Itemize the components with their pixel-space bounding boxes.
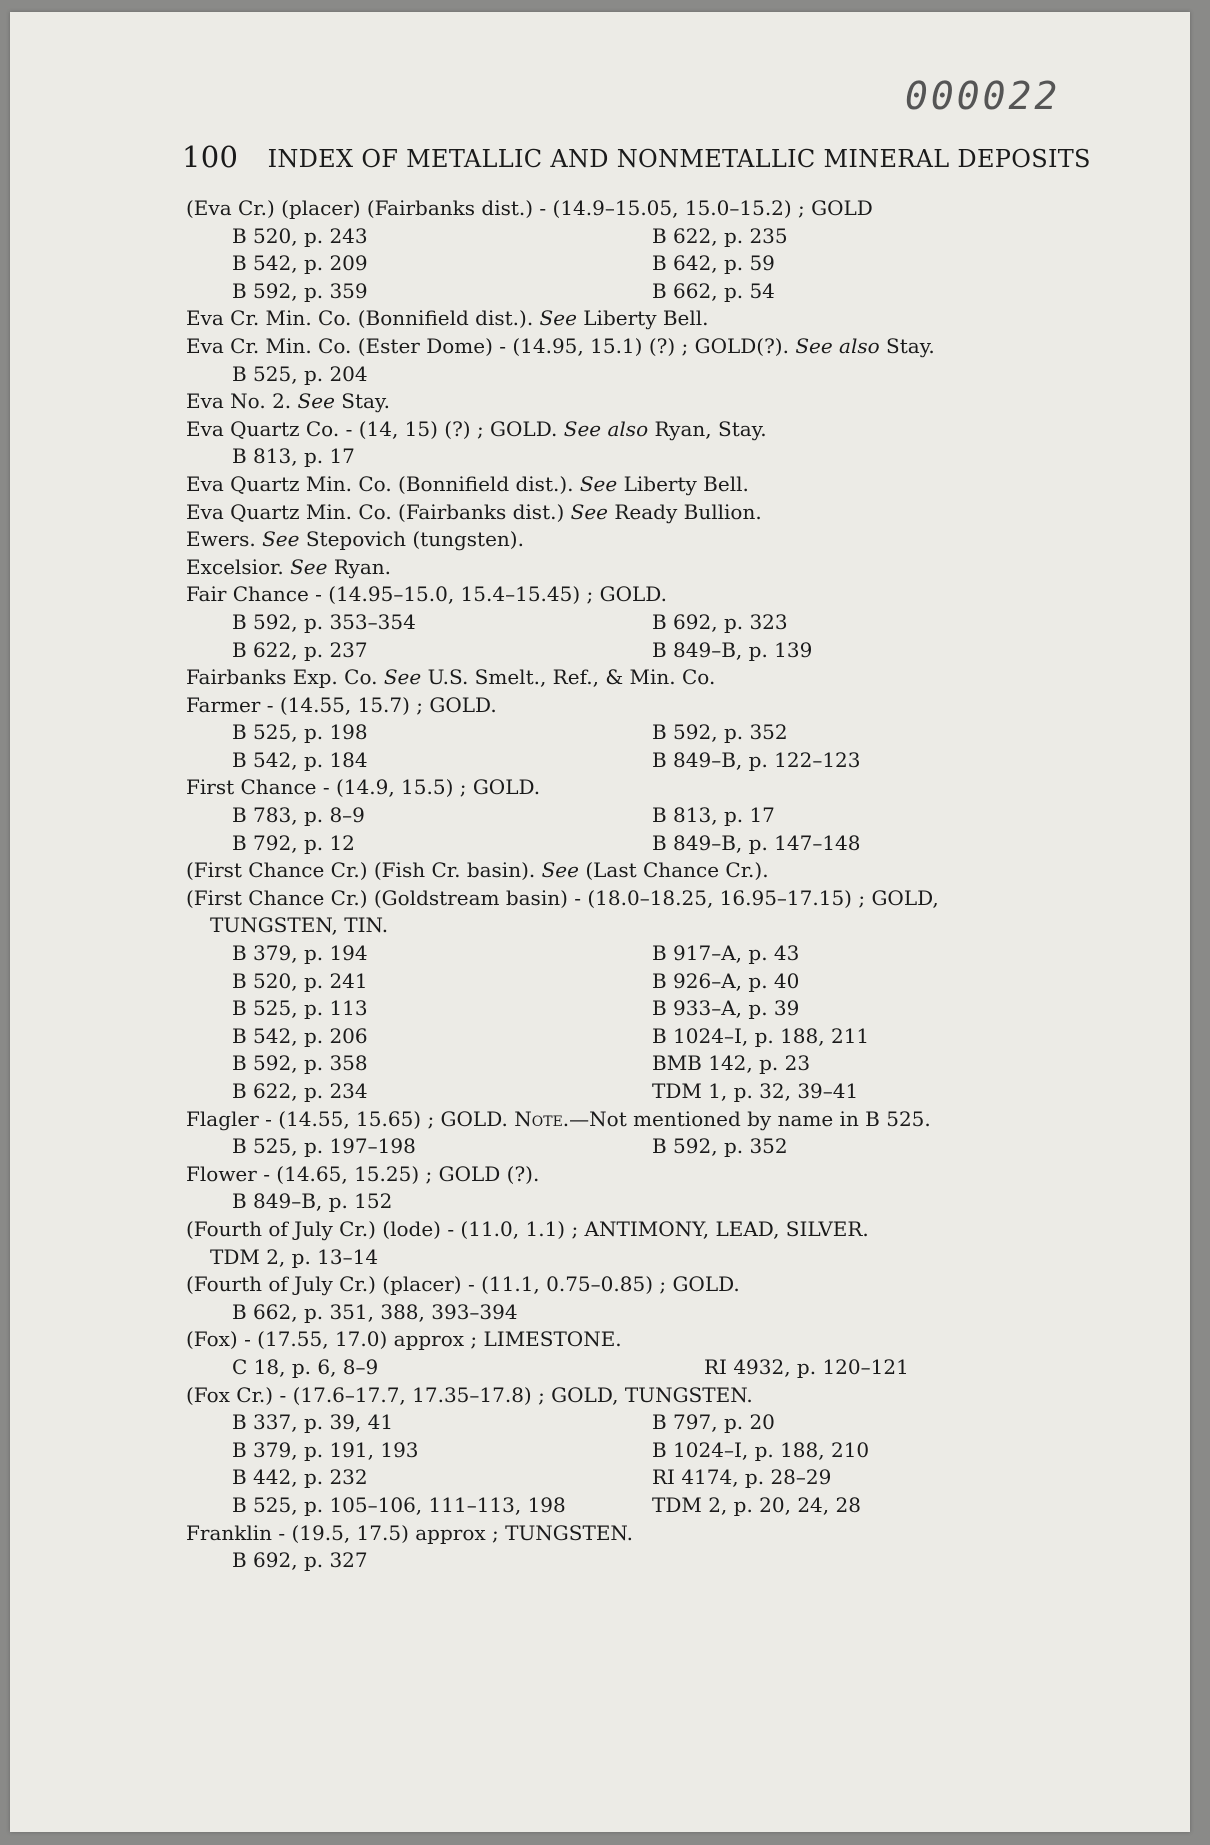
reference-line: B 849–B, p. 152 — [232, 1189, 393, 1214]
reference-right: B 917–A, p. 43 — [652, 941, 800, 966]
index-entry — [186, 857, 1066, 885]
entry-text: Eva Quartz Min. Co. (Bonnifield dist.). — [186, 471, 580, 496]
reference-right: B 849–B, p. 122–123 — [652, 747, 861, 772]
reference-left: B 520, p. 243 — [232, 223, 368, 248]
reference-row — [186, 1023, 1066, 1051]
reference-right: B 592, p. 352 — [652, 720, 788, 745]
reference-row — [186, 1050, 1066, 1078]
cross-reference-label: See — [570, 499, 608, 524]
cross-reference-label: See — [262, 527, 300, 552]
entry-text: Ready Bullion. — [608, 499, 762, 524]
entry-text: Stay. — [334, 389, 390, 414]
reference-row — [186, 278, 1066, 306]
index-entry — [186, 471, 1066, 499]
cross-reference-label: See — [290, 554, 328, 579]
index-entry: (First Chance Cr.) (Goldstream basin) - (18.0–18.25, 16.95–17.15) ; GOLD, — [186, 885, 939, 910]
entry-text: Eva Quartz Min. Co. (Fairbanks dist.) — [186, 499, 571, 524]
entry-text: Flagler - (14.55, 15.65) ; GOLD. — [186, 1106, 515, 1131]
reference-row — [186, 637, 1066, 665]
reference-left: B 592, p. 359 — [232, 278, 368, 303]
reference-right: B 642, p. 59 — [652, 251, 775, 276]
reference-row — [186, 223, 1066, 251]
reference-left: B 783, p. 8–9 — [232, 803, 365, 828]
cross-reference-label: See — [539, 306, 577, 331]
index-entry: (Fourth of July Cr.) (lode) - (11.0, 1.1) ; ANTIMONY, LEAD, SILVER. — [186, 1216, 869, 1241]
index-entry: (Fourth of July Cr.) (placer) - (11.1, 0.75–0.85) ; GOLD. — [186, 1272, 740, 1297]
reference-row — [186, 968, 1066, 996]
reference-right: B 622, p. 235 — [652, 223, 788, 248]
cross-reference-label: See — [383, 665, 422, 690]
reference-left: B 792, p. 12 — [232, 830, 355, 855]
reference-right: RI 4174, p. 28–29 — [652, 1465, 832, 1490]
entry-text: Liberty Bell. — [617, 471, 749, 496]
note-label: Note — [514, 1106, 563, 1131]
index-entry — [186, 388, 1066, 416]
reference-row — [186, 609, 1066, 637]
reference-row — [186, 719, 1066, 747]
entry-text: Ewers. — [186, 527, 263, 552]
index-entry: First Chance - (14.9, 15.5) ; GOLD. — [186, 775, 541, 800]
reference-line: B 662, p. 351, 388, 393–394 — [232, 1299, 518, 1324]
entry-text: Fairbanks Exp. Co. — [186, 665, 384, 690]
index-entry: Flower - (14.65, 15.25) ; GOLD (?). — [186, 1161, 540, 1186]
entry-text: (Last Chance Cr.). — [578, 858, 769, 883]
entry-text: Eva Cr. Min. Co. (Bonnifield dist.). — [186, 306, 540, 331]
reference-row — [186, 940, 1066, 968]
index-entry — [186, 664, 1066, 692]
reference-left: B 525, p. 197–198 — [232, 1134, 416, 1159]
entry-text: Stay. — [879, 333, 935, 358]
entry-continuation: TDM 2, p. 13–14 — [210, 1244, 379, 1269]
reference-left: B 520, p. 241 — [232, 968, 368, 993]
reference-right: B 662, p. 54 — [652, 278, 775, 303]
reference-row — [186, 1354, 1066, 1382]
index-entry: Fair Chance - (14.95–15.0, 15.4–15.45) ; GOLD. — [186, 582, 667, 607]
reference-right: B 592, p. 352 — [652, 1134, 788, 1159]
index-entry: (Fox) - (17.55, 17.0) approx ; LIMESTONE. — [186, 1327, 622, 1352]
reference-left: B 379, p. 194 — [232, 941, 368, 966]
entry-text: Eva Quartz Co. - (14, 15) (?) ; GOLD. — [186, 416, 564, 441]
cross-reference-label: See — [541, 858, 579, 883]
reference-row — [186, 1492, 1066, 1520]
entry-text: Stepovich (tungsten). — [299, 527, 524, 552]
reference-left: B 525, p. 113 — [232, 996, 368, 1021]
reference-left: B 622, p. 237 — [232, 637, 368, 662]
reference-right: B 1024–I, p. 188, 210 — [652, 1437, 870, 1462]
entry-text: U.S. Smelt., Ref., & Min. Co. — [421, 665, 716, 690]
index-entry — [186, 305, 1066, 333]
reference-right: B 849–B, p. 139 — [652, 637, 813, 662]
entry-text: Excelsior. — [186, 554, 291, 579]
entry-continuation: TUNGSTEN, TIN. — [210, 913, 389, 938]
index-entry — [186, 526, 1066, 554]
reference-left: B 337, p. 39, 41 — [232, 1410, 394, 1435]
reference-right: TDM 2, p. 20, 24, 28 — [652, 1492, 861, 1517]
entry-text: Liberty Bell. — [576, 306, 709, 331]
reference-right: B 797, p. 20 — [652, 1410, 775, 1435]
reference-row — [186, 747, 1066, 775]
document-page — [10, 12, 1190, 1832]
reference-right: B 849–B, p. 147–148 — [652, 830, 861, 855]
reference-right: B 926–A, p. 40 — [652, 968, 800, 993]
archive-stamp-number: 000022 — [905, 74, 1061, 118]
page-number: 100 — [182, 140, 239, 174]
index-entry — [186, 499, 1066, 527]
index-entry: Farmer - (14.55, 15.7) ; GOLD. — [186, 692, 497, 717]
reference-left: C 18, p. 6, 8–9 — [232, 1354, 379, 1379]
reference-left: B 442, p. 232 — [232, 1465, 368, 1490]
reference-row — [186, 1409, 1066, 1437]
index-entry — [186, 554, 1066, 582]
reference-left: B 542, p. 206 — [232, 1023, 368, 1048]
index-body — [186, 195, 1066, 1575]
index-entry — [186, 333, 1066, 361]
cross-reference-label: See — [579, 471, 618, 496]
entry-text: Ryan, Stay. — [648, 416, 767, 441]
entry-text: Eva No. 2. — [186, 389, 298, 414]
reference-right: B 692, p. 323 — [652, 609, 788, 634]
index-entry: Franklin - (19.5, 17.5) approx ; TUNGSTEN. — [186, 1520, 634, 1545]
reference-left: B 592, p. 353–354 — [232, 609, 416, 634]
cross-reference-label: See also — [795, 333, 880, 358]
reference-row — [186, 1437, 1066, 1465]
entry-text: (First Chance Cr.) (Fish Cr. basin). — [186, 858, 542, 883]
reference-row — [186, 830, 1066, 858]
reference-line: B 692, p. 327 — [232, 1548, 368, 1573]
cross-reference-label: See also — [563, 416, 649, 441]
page-title: INDEX OF METALLIC AND NONMETALLIC MINERAL DEPOSITS — [267, 145, 1091, 173]
reference-row — [186, 1078, 1066, 1106]
reference-left: B 592, p. 358 — [232, 1051, 368, 1076]
reference-right: BMB 142, p. 23 — [652, 1051, 811, 1076]
index-entry — [186, 1106, 1066, 1134]
reference-right: B 1024–I, p. 188, 211 — [652, 1023, 870, 1048]
reference-right: RI 4932, p. 120–121 — [704, 1354, 909, 1379]
reference-line: B 813, p. 17 — [232, 444, 355, 469]
reference-left: B 542, p. 184 — [232, 747, 368, 772]
reference-left: B 525, p. 198 — [232, 720, 368, 745]
reference-left: B 525, p. 105–106, 111–113, 198 — [232, 1492, 566, 1517]
index-entry: (Fox Cr.) - (17.6–17.7, 17.35–17.8) ; GOLD, TUNGSTEN. — [186, 1382, 753, 1407]
entry-text: Eva Cr. Min. Co. (Ester Dome) - (14.95, 15.1) (?) ; GOLD(?). — [186, 333, 796, 358]
entry-text: .—Not mentioned by name in B 525. — [562, 1106, 931, 1131]
reference-right: B 813, p. 17 — [652, 803, 775, 828]
reference-left: B 379, p. 191, 193 — [232, 1437, 419, 1462]
reference-row — [186, 1464, 1066, 1492]
reference-line: B 525, p. 204 — [232, 361, 368, 386]
reference-left: B 542, p. 209 — [232, 251, 368, 276]
reference-left: B 622, p. 234 — [232, 1079, 368, 1103]
reference-right: TDM 1, p. 32, 39–41 — [652, 1079, 859, 1103]
reference-right: B 933–A, p. 39 — [652, 996, 800, 1021]
index-entry — [186, 416, 1066, 444]
reference-row — [186, 802, 1066, 830]
page-header — [182, 140, 1091, 174]
reference-row — [186, 995, 1066, 1023]
reference-row — [186, 1133, 1066, 1161]
reference-row — [186, 250, 1066, 278]
index-entry: (Eva Cr.) (placer) (Fairbanks dist.) - (14.9–15.05, 15.0–15.2) ; GOLD — [186, 196, 873, 220]
cross-reference-label: See — [297, 389, 335, 414]
entry-text: Ryan. — [327, 554, 391, 579]
